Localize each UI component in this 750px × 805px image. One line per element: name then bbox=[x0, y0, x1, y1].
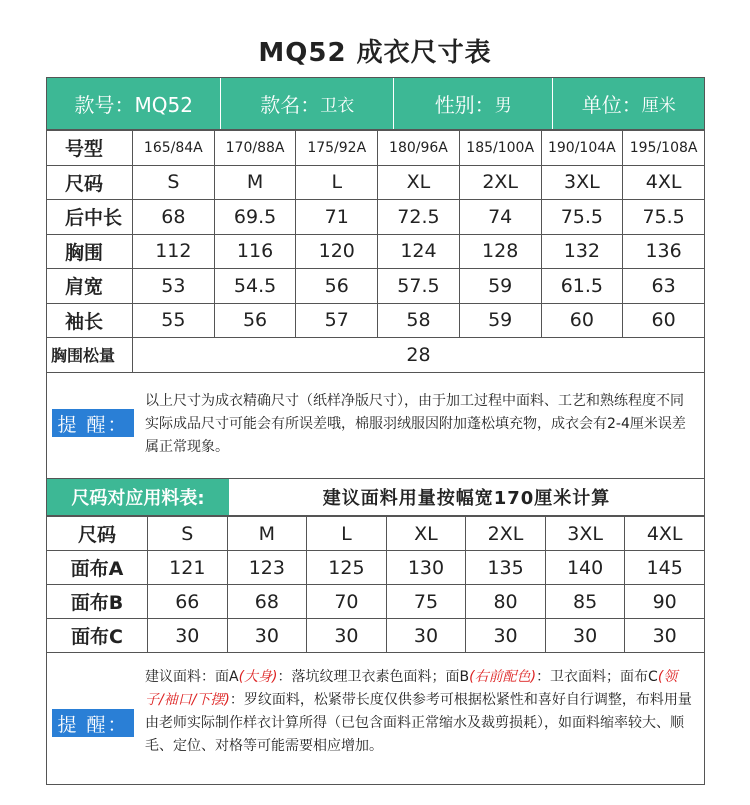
product-info-bar bbox=[46, 77, 705, 130]
table-cell: 74 bbox=[459, 200, 541, 235]
table-cell: 165/84A bbox=[133, 131, 215, 166]
note-text-part: ：罗纹面料，松紧带长度仅供参考可根据松紧性和喜好自行调整，布料用量由老师实际制作样衣计算所得（已包含面料正常缩水及裁剪损耗），如面料缩率较大、顺毛、定位、对格等可能需要相应增加。 bbox=[145, 692, 692, 754]
table-cell: 58 bbox=[378, 303, 460, 338]
style-number-text: 款号：MQ52 bbox=[74, 93, 193, 117]
note-highlight: (领子/袖口/下摆) bbox=[145, 669, 678, 708]
table-row bbox=[47, 585, 705, 619]
table-cell: 121 bbox=[148, 551, 228, 585]
table-cell: 61.5 bbox=[541, 269, 623, 304]
fabric-section-header bbox=[46, 478, 705, 516]
table-cell: 130 bbox=[386, 551, 466, 585]
table-cell: 68 bbox=[227, 585, 307, 619]
tip-badge: 提 醒： bbox=[52, 409, 134, 437]
table-cell: 180/96A bbox=[378, 131, 460, 166]
table-cell: 195/108A bbox=[623, 131, 705, 166]
table-row bbox=[47, 234, 705, 269]
table-cell: 75.5 bbox=[623, 200, 705, 235]
row-label: 号型 bbox=[47, 131, 133, 166]
row-label: 胸围松量 bbox=[47, 338, 133, 373]
table-cell: 132 bbox=[541, 234, 623, 269]
row-label: 后中长 bbox=[47, 200, 133, 235]
gender-label: 性别： bbox=[434, 93, 495, 117]
row-label: 面布B bbox=[47, 585, 148, 619]
table-cell: 175/92A bbox=[296, 131, 378, 166]
table-cell: 145 bbox=[625, 551, 705, 585]
table-row bbox=[47, 165, 705, 200]
table-cell: 3XL bbox=[545, 517, 625, 551]
note-text-part: 建议面料：面A bbox=[145, 669, 239, 685]
table-cell: XL bbox=[378, 165, 460, 200]
table-cell: 75.5 bbox=[541, 200, 623, 235]
table-cell: 68 bbox=[133, 200, 215, 235]
table-cell: 3XL bbox=[541, 165, 623, 200]
table-cell: 53 bbox=[133, 269, 215, 304]
table-cell: 190/104A bbox=[541, 131, 623, 166]
note-highlight: (大身) bbox=[238, 669, 278, 685]
tip-box-1 bbox=[46, 372, 705, 480]
table-cell: 120 bbox=[296, 234, 378, 269]
table-cell: 116 bbox=[214, 234, 296, 269]
table-header-row bbox=[47, 517, 705, 551]
table-cell: 30 bbox=[148, 619, 228, 653]
page-title: MQ52 成衣尺寸表 bbox=[258, 38, 492, 68]
note-text-part: ：落坑纹理卫衣素色面料；面B bbox=[277, 669, 470, 685]
table-cell: S bbox=[148, 517, 228, 551]
table-row bbox=[47, 619, 705, 653]
fabric-note-text bbox=[145, 666, 693, 758]
table-cell: 66 bbox=[148, 585, 228, 619]
table-cell: 30 bbox=[307, 619, 387, 653]
table-cell: 60 bbox=[623, 303, 705, 338]
style-name-label: 款名： bbox=[260, 93, 321, 117]
tip-box-2 bbox=[46, 652, 705, 785]
table-cell: 72.5 bbox=[378, 200, 460, 235]
gender bbox=[394, 78, 554, 129]
table-cell: 30 bbox=[466, 619, 546, 653]
table-cell: 85 bbox=[545, 585, 625, 619]
table-cell: 30 bbox=[227, 619, 307, 653]
table-cell: 80 bbox=[466, 585, 546, 619]
table-cell: 60 bbox=[541, 303, 623, 338]
table-row-types bbox=[47, 131, 705, 166]
table-cell: 57 bbox=[296, 303, 378, 338]
table-cell: 59 bbox=[459, 269, 541, 304]
row-label: 袖长 bbox=[47, 303, 133, 338]
table-cell: 4XL bbox=[623, 165, 705, 200]
table-cell: L bbox=[296, 165, 378, 200]
table-cell: 124 bbox=[378, 234, 460, 269]
table-cell: M bbox=[214, 165, 296, 200]
fabric-usage-table bbox=[46, 516, 705, 653]
table-cell: 4XL bbox=[625, 517, 705, 551]
table-cell: 75 bbox=[386, 585, 466, 619]
table-cell: 140 bbox=[545, 551, 625, 585]
table-cell: 170/88A bbox=[214, 131, 296, 166]
row-label: 尺码 bbox=[47, 517, 148, 551]
table-cell: 70 bbox=[307, 585, 387, 619]
table-cell: 135 bbox=[466, 551, 546, 585]
table-cell: 56 bbox=[296, 269, 378, 304]
table-cell: 30 bbox=[625, 619, 705, 653]
table-cell: 2XL bbox=[466, 517, 546, 551]
unit bbox=[553, 78, 704, 129]
table-cell: 123 bbox=[227, 551, 307, 585]
table-cell: 2XL bbox=[459, 165, 541, 200]
table-cell: 90 bbox=[625, 585, 705, 619]
tip-badge: 提 醒： bbox=[52, 709, 134, 737]
table-cell: 57.5 bbox=[378, 269, 460, 304]
note-highlight: (右前配色) bbox=[469, 669, 537, 685]
table-cell: 128 bbox=[459, 234, 541, 269]
table-cell: 136 bbox=[623, 234, 705, 269]
style-name bbox=[221, 78, 393, 129]
note-text-part: ：卫衣面料；面布C bbox=[536, 669, 658, 685]
table-row bbox=[47, 551, 705, 585]
row-label: 肩宽 bbox=[47, 269, 133, 304]
table-row bbox=[47, 269, 705, 304]
table-cell: M bbox=[227, 517, 307, 551]
table-cell: 185/100A bbox=[459, 131, 541, 166]
tip-text: 以上尺寸为成衣精确尺寸（纸样净版尺寸），由于加工过程中面料、工艺和熟练程度不同实际成品尺寸可能会有所误差哦，棉服羽绒服因附加蓬松填充物，成衣会有2-4厘米误差属正常现象。 bbox=[145, 393, 686, 455]
table-cell: 56 bbox=[214, 303, 296, 338]
table-cell: 69.5 bbox=[214, 200, 296, 235]
table-cell: 112 bbox=[133, 234, 215, 269]
style-number bbox=[47, 78, 221, 129]
unit-label: 单位： bbox=[581, 93, 642, 117]
row-label: 面布C bbox=[47, 619, 148, 653]
table-cell: 59 bbox=[459, 303, 541, 338]
table-cell: 28 bbox=[133, 338, 705, 373]
table-cell: S bbox=[133, 165, 215, 200]
style-name-value: 卫衣 bbox=[320, 96, 355, 116]
row-label: 胸围 bbox=[47, 234, 133, 269]
gender-value: 男 bbox=[494, 96, 512, 116]
size-chart-table bbox=[46, 130, 705, 373]
table-cell: 54.5 bbox=[214, 269, 296, 304]
unit-value: 厘米 bbox=[641, 96, 676, 116]
fabric-width-hint: 建议面料用量按幅宽170厘米计算 bbox=[229, 479, 704, 515]
row-label: 尺码 bbox=[47, 165, 133, 200]
table-cell: 30 bbox=[545, 619, 625, 653]
table-cell: 71 bbox=[296, 200, 378, 235]
table-row bbox=[47, 200, 705, 235]
table-row bbox=[47, 303, 705, 338]
table-cell: 30 bbox=[386, 619, 466, 653]
row-label: 面布A bbox=[47, 551, 148, 585]
table-cell: 125 bbox=[307, 551, 387, 585]
table-cell: 55 bbox=[133, 303, 215, 338]
table-cell: 63 bbox=[623, 269, 705, 304]
table-cell: XL bbox=[386, 517, 466, 551]
table-row-ease bbox=[47, 338, 705, 373]
fabric-section-label: 尺码对应用料表: bbox=[71, 488, 205, 509]
table-cell: L bbox=[307, 517, 387, 551]
